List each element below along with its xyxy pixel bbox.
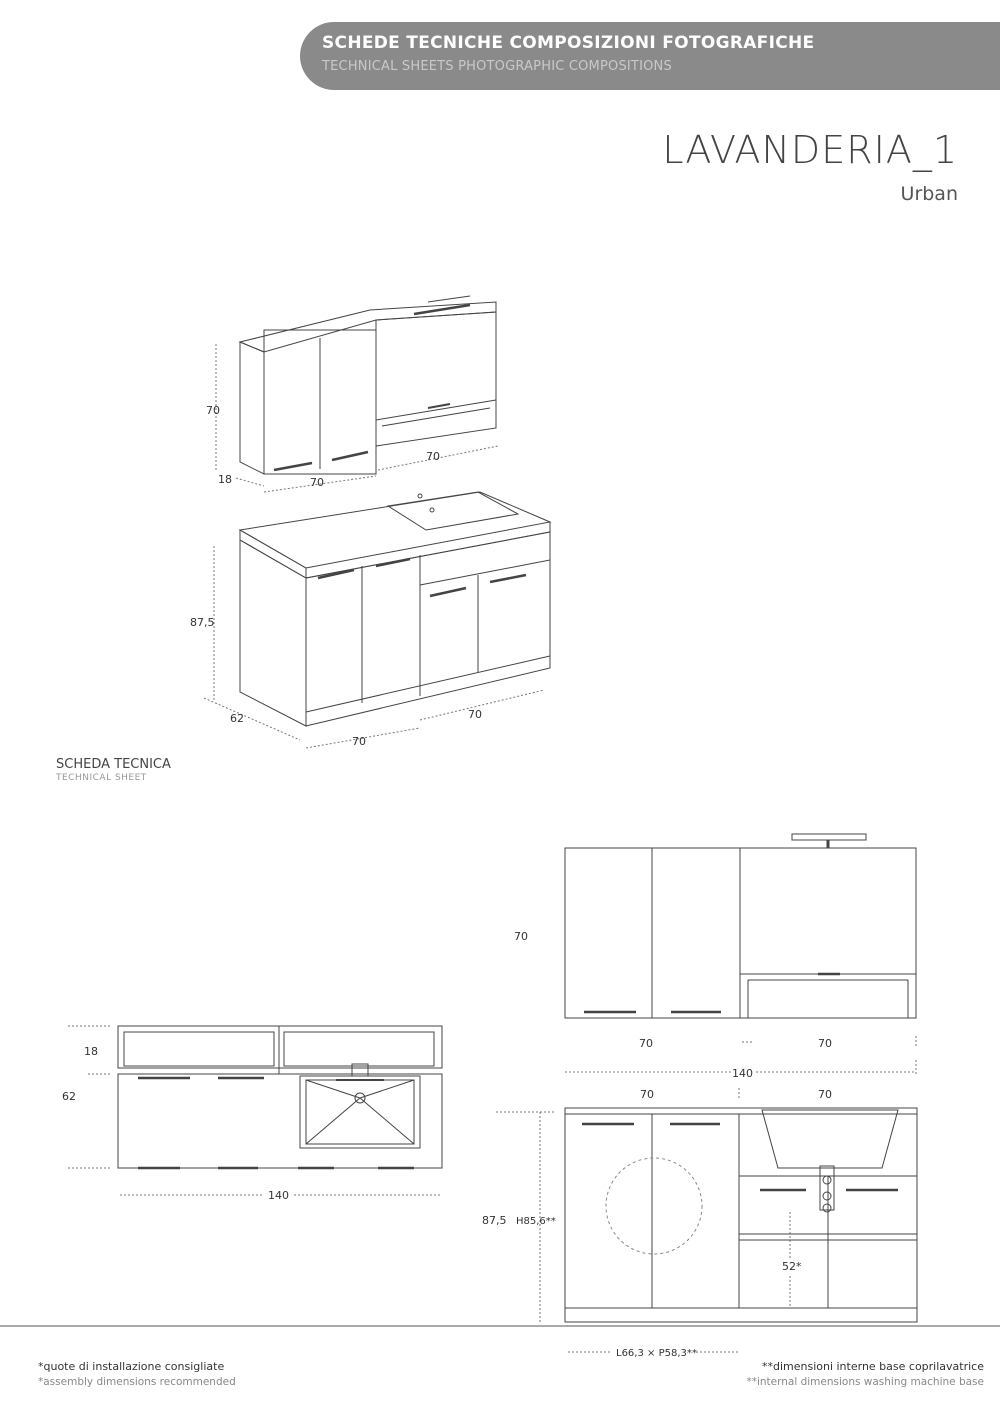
dim-wall-height: 70	[206, 404, 220, 417]
plan-dim-wall-depth: 18	[84, 1045, 98, 1058]
footnote-internal: **dimensioni interne base coprilavatrice	[761, 1360, 984, 1373]
plan-view	[62, 1026, 442, 1202]
front-dim-base-width-right: 70	[818, 1088, 832, 1101]
front-dim-wall-width-left: 70	[639, 1037, 653, 1050]
wall-cabinet-perspective	[240, 296, 496, 474]
plan-dim-base-depth: 62	[62, 1090, 76, 1103]
dim-wall-width-left: 70	[310, 476, 324, 489]
dim-base-width-right: 70	[468, 708, 482, 721]
front-dimension-lines	[496, 1036, 916, 1352]
front-dim-internal-height: H85,6**	[516, 1216, 556, 1227]
perspective-view	[190, 296, 550, 748]
footnote-internal-en: **internal dimensions washing machine base	[746, 1376, 984, 1388]
front-view	[482, 834, 917, 1359]
header-subtitle: TECHNICAL SHEETS PHOTOGRAPHIC COMPOSITIONS	[322, 59, 672, 74]
base-cabinet-perspective	[240, 492, 550, 726]
header-title: SCHEDE TECNICHE COMPOSIZIONI FOTOGRAFICHE	[322, 33, 815, 53]
footnote-assembly: *quote di installazione consigliate	[38, 1360, 225, 1373]
section-label: SCHEDA TECNICA	[56, 757, 171, 772]
front-dim-wall-width-right: 70	[818, 1037, 832, 1050]
dim-base-height: 87,5	[190, 616, 215, 629]
composition-name: LAVANDERIA_1	[662, 128, 958, 172]
front-dim-total-width: 140	[732, 1067, 753, 1080]
dim-base-width-left: 70	[352, 735, 366, 748]
front-dim-internal-size: L66,3 × P58,3**	[616, 1348, 697, 1359]
dim-base-depth: 62	[230, 712, 244, 725]
dim-wall-width-right: 70	[426, 450, 440, 463]
front-dim-sink-drawer-height: 52*	[782, 1260, 802, 1273]
dim-wall-depth: 18	[218, 473, 232, 486]
perspective-dimension-lines	[204, 344, 544, 748]
plan-dim-total-width: 140	[268, 1189, 289, 1202]
front-dim-base-height: 87,5	[482, 1214, 507, 1227]
composition-series: Urban	[900, 183, 958, 205]
front-dim-base-width-left: 70	[640, 1088, 654, 1101]
section-label-en: TECHNICAL SHEET	[56, 773, 147, 783]
footnote-assembly-en: *assembly dimensions recommended	[38, 1376, 236, 1388]
front-dim-wall-height: 70	[514, 930, 528, 943]
